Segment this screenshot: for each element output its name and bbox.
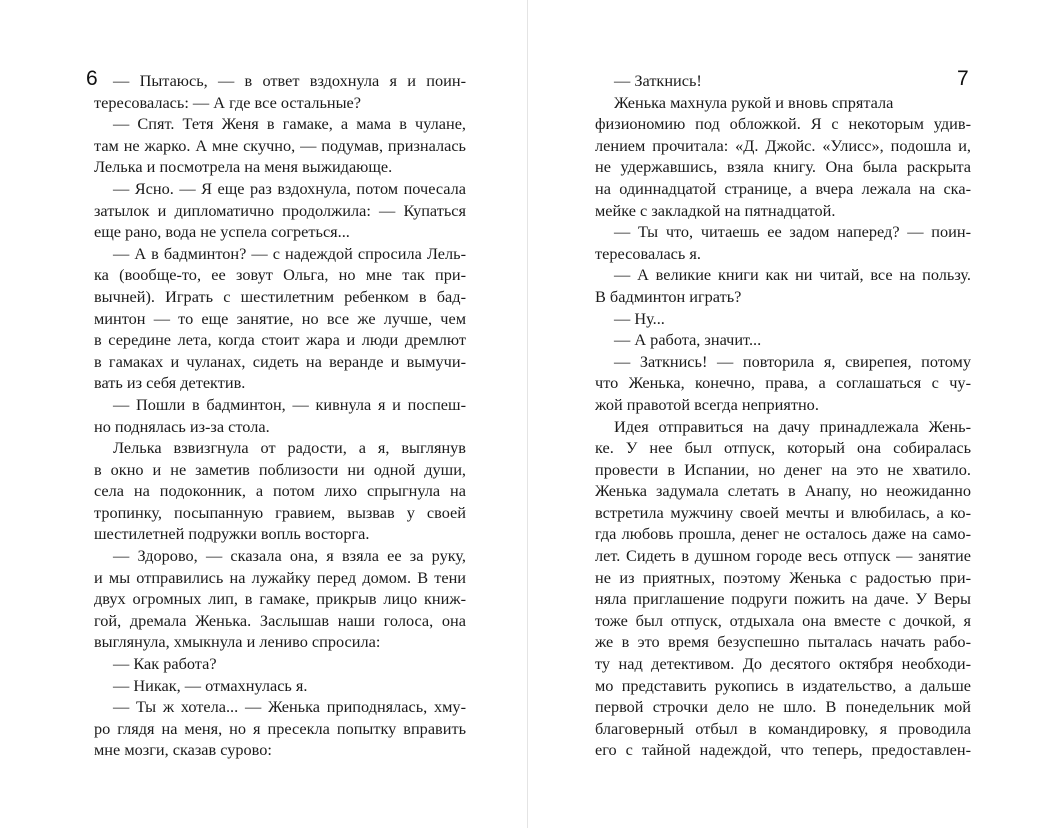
text-line: физиономию под обложкой. Я с некоторым удив- [595, 114, 971, 134]
left-page [0, 0, 528, 828]
text-line: — А великие книги как ни читай, все на пользу. [614, 265, 971, 285]
text-line: — Заткнись! — повторила я, свирепея, потому [614, 351, 971, 371]
text-line: его с тайной надеждой, что теперь, предоставлен- [595, 740, 971, 760]
right-page-text [595, 70, 971, 761]
left-page-text [94, 70, 466, 761]
text-line: села на подоконник, а потом лихо спрыгнула на [94, 481, 466, 501]
text-line: тоже был отпуск, отдыхала она вместе с дочкой, я [595, 610, 971, 630]
text-line: в окно и не заметив поблизости ни одной души, [94, 459, 466, 479]
text-line: встретила мужчину своей мечты и влюбилась, а ко- [595, 502, 971, 522]
text-line: гой, дремала Женька. Заслышав наши голоса, она [94, 610, 466, 630]
text-line: мо представить рукопись в издательство, а дальше [595, 675, 971, 695]
text-line: ту над детективом. До десятого октября необходи- [595, 654, 971, 674]
text-line: минтон — то еще занятие, но все же лучше, чем [94, 308, 466, 328]
text-line: тропинку, посыпанную гравием, вызвав у своей [94, 502, 466, 522]
text-line: но поднялась из-за стола. [94, 416, 270, 436]
text-line: не из приятных, поэтому Женька с радостью при- [595, 567, 971, 587]
text-line: — А работа, значит... [614, 330, 762, 350]
text-line: тересовалась я. [595, 243, 701, 263]
text-line: няла приглашение подруги пожить на даче. У Веры [595, 589, 971, 609]
text-line: — Здорово, — сказала она, я взяла ее за руку, [113, 546, 466, 566]
text-line: — Как работа? [113, 654, 217, 674]
text-line: Женька задумала слетать в Анапу, но неожиданно [595, 481, 971, 501]
text-line: Идея отправиться на дачу принадлежала Жень- [614, 416, 971, 436]
text-line: ро глядя на меня, но я пресекла попытку вправить [94, 718, 466, 738]
text-line: же в это время безуспешно пыталась начать рабо- [595, 632, 971, 652]
text-line: шестилетней подружки вопль восторга. [94, 524, 370, 544]
text-line: Лелька и посмотрела на меня выжидающе. [94, 157, 393, 177]
text-line: — Никак, — отмахнулась я. [113, 675, 308, 695]
text-line: Женька махнула рукой и вновь спрятала [614, 92, 894, 112]
text-line: и мы отправились на лужайку перед домом. В тени [94, 567, 466, 587]
text-line: вать из себя детектив. [94, 373, 246, 393]
text-line: не удержавшись, взяла книгу. Она была раскрыта [595, 157, 971, 177]
text-line: мне мозги, сказав сурово: [94, 740, 272, 760]
text-line: двух огромных лип, в гамаке, прикрыв лицо книж- [94, 589, 466, 609]
text-line: там не жарко. А мне скучно, — подумав, призналась [94, 135, 466, 155]
text-line: благоверный отбыл в командировку, я проводила [595, 718, 971, 738]
text-line: — Ты что, читаешь ее задом наперед? — поин- [614, 222, 971, 242]
text-line: — Заткнись! [614, 71, 702, 90]
right-page [529, 0, 1060, 828]
text-line: на одиннадцатой странице, а вчера лежала на ска- [595, 178, 971, 198]
text-line: жой правотой всегда неприятно. [595, 394, 819, 414]
text-line: провести в Испании, но денег на это не хватило. [595, 459, 971, 479]
page-number-left: 6 [86, 67, 98, 90]
text-line: гда любовь прошла, денег не осталось даже на само- [595, 524, 971, 544]
text-line: — Пытаюсь, — в ответ вздохнула я и поин- [113, 71, 466, 90]
text-line: — Ну... [614, 308, 665, 328]
text-line: ке. У нее был отпуск, который она собиралась [595, 438, 971, 458]
text-line: лет. Сидеть в душном городе весь отпуск — занятие [595, 546, 971, 566]
text-line: лением прочитала: «Д. Джойс. «Улисс», подошла и, [595, 135, 971, 155]
text-line: затылок и дипломатично продолжила: — Купаться [94, 200, 466, 220]
text-line: выглянула, хмыкнула и лениво спросила: [94, 632, 381, 652]
text-line: тересовалась: — А где все остальные? [94, 92, 361, 112]
text-line: — Ты ж хотела... — Женька приподнялась, хму- [113, 697, 466, 717]
text-line: что Женька, конечно, права, а соглашаться с чу- [595, 373, 971, 393]
text-line: — Спят. Тетя Женя в гамаке, а мама в чулане, [113, 114, 466, 134]
text-line: первой строчки дело не шло. В понедельник мой [595, 697, 971, 717]
text-line: ка (вообще-то, ее зовут Ольга, но мне так при- [94, 265, 466, 285]
text-line: — Ясно. — Я еще раз вздохнула, потом почесала [113, 178, 466, 198]
text-line: в гамаках и чуланах, сидеть на веранде и вымучи- [94, 351, 466, 371]
text-line: В бадминтон играть? [595, 286, 742, 306]
text-line: мейке с закладкой на пятнадцатой. [595, 200, 836, 220]
page-number-right: 7 [957, 67, 969, 90]
text-line: Лелька взвизгнула от радости, а я, выглянув [113, 438, 466, 458]
text-line: вычней). Играть с шестилетним ребенком в бад- [94, 286, 466, 306]
text-line: еще рано, вода не успела согреться... [94, 222, 350, 242]
text-line: — А в бадминтон? — с надеждой спросила Лель- [113, 243, 466, 263]
text-line: в середине лета, когда стоит жара и люди дремлют [94, 330, 466, 350]
text-line: — Пошли в бадминтон, — кивнула я и поспеш- [113, 394, 466, 414]
spine-gutter [527, 0, 528, 828]
